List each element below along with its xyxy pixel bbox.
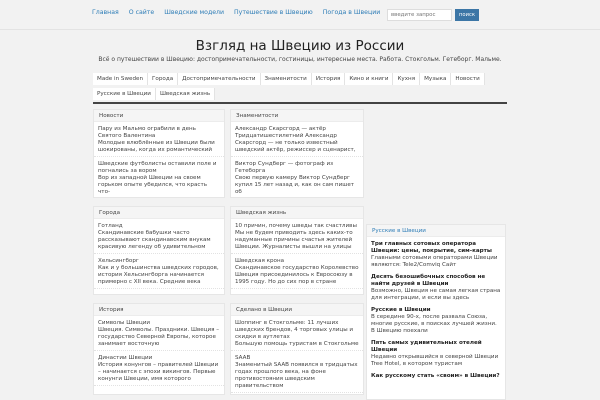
item-title[interactable]: Виктор Сундберг — фотограф из Гетеборга [235,161,334,174]
item-title[interactable]: 10 причин, почему шведы так счастливы [235,223,357,229]
sidebar-item[interactable] [367,237,505,270]
item-excerpt: Свою первую камеру Виктор Сундберг купил 15 лет назад и, как он сам пишет об [235,175,355,195]
site-title[interactable]: Взгляд на Швецию из России [195,38,405,54]
cat-swedish-life[interactable]: Шведская жизнь [156,88,215,100]
list-item[interactable] [94,254,224,289]
sidebar-item[interactable] [367,336,505,369]
list-item[interactable] [231,219,363,254]
cat-cities[interactable]: Города [148,73,178,85]
list-item[interactable] [231,316,363,351]
item-excerpt: История конунгов – правителей Швеции – начинается с эпохи викингов. Первые конунги Швеции, имя которого [98,362,219,382]
item-excerpt: Возможно, Швеция не самая легкая страна для интеграции, и если вы здесь [371,288,501,301]
panel-cities [93,206,225,295]
list-item[interactable] [94,316,224,351]
category-nav [93,73,507,104]
top-nav-about[interactable]: О сайте [128,9,155,16]
item-title[interactable]: Как русскому стать «своим» в Швеции? [371,373,500,379]
search-button[interactable]: поиск [455,9,479,21]
list-item[interactable] [94,157,224,198]
item-excerpt: Молодые влюблённые из Швеции были шокированы, когда их романтический [98,140,215,153]
panel-history [93,303,225,395]
top-nav [92,6,390,20]
panel-title[interactable]: Сделано в Швеции [231,304,363,316]
top-nav-models[interactable]: Шведские модели [164,9,224,16]
sidebar-item[interactable] [367,270,505,303]
item-excerpt: Мы не будем приводить здесь каких-то надуманные причины счастья жителей Швеции. Журналисты вышли на улицы [235,230,353,250]
sidebar-russians [366,224,506,400]
item-title[interactable]: Династии Швеции [98,355,153,361]
panel-title[interactable]: Знаменитости [231,110,363,122]
cat-sights[interactable]: Достопримечательности [178,73,260,85]
sidebar-item[interactable] [367,369,505,381]
panel-news [93,109,225,198]
item-title[interactable]: Хельсингборг [98,258,139,264]
item-excerpt: Как и у большинства шведских городов, история Хельсингборга начинается примерно с XII века. Средние века [98,265,219,285]
item-excerpt: Недавно открывшийся в северной Швеции Tree Hotel, в котором туристам [371,354,499,367]
item-title[interactable]: Пять самых удивительных отелей Швеции [371,340,482,353]
top-bar [0,0,600,30]
item-excerpt: В середине 90-х, после развала Союза, многие русские, в поисках лучшей жизни. В Швецию поехали [371,314,497,334]
list-item[interactable] [94,122,224,157]
list-item[interactable] [94,219,224,254]
panel-title[interactable]: История [94,304,224,316]
site-tagline: Всё о путешествии в Швецию: достопримечательности, гостиницы, интересные места. Работа. Стокгольм. Гетеборг. Мальме. [98,56,502,63]
list-item[interactable] [231,351,363,393]
cat-made-in-sweden[interactable]: Made in Sweden [93,73,148,85]
item-title[interactable]: Готланд [98,223,123,229]
item-title[interactable]: Шведская крона [235,258,285,264]
list-item[interactable] [231,122,363,157]
item-title[interactable]: Русские в Швеции [371,307,431,313]
top-nav-home[interactable]: Главная [92,9,119,16]
top-nav-travel[interactable]: Путешествие в Швецию [234,9,313,16]
item-title[interactable]: Три главных сотовых оператора Швеции: цены, покрытие, сим-карты [371,241,492,254]
item-title[interactable]: Шведские футболисты оставили поле и погнались за вором [98,161,217,174]
panel-celebs [230,109,364,198]
item-excerpt: Скарсгорд — не только известный шведский актёр, режиссер и сценарист, [235,140,356,153]
sidebar-title[interactable]: Русские в Швеции [372,228,426,234]
sidebar-item[interactable] [367,303,505,336]
panel-made-in-sweden [230,303,364,395]
cat-celebs[interactable]: Знаменитости [261,73,312,85]
item-title[interactable]: Александр Скарсгорд — актёр Тридцатишестилетний Александр [235,126,337,139]
cat-cuisine[interactable]: Кухня [393,73,420,85]
search-input[interactable] [387,9,452,21]
item-excerpt: Вор из западной Швеции на своем горьком опыте убедился, что красть что- [98,175,208,195]
item-title[interactable]: SAAB [235,355,251,361]
top-nav-weather[interactable]: Погода в Швеции [322,9,381,16]
item-title[interactable]: Символы Швеции [98,320,151,326]
item-excerpt: Скандинавские бабушки часто рассказывают скандинавским внукам красивую легенду об удивительном [98,230,211,250]
search-form [387,9,479,21]
item-title[interactable]: Шоппинг в Стокгольме: 11 лучших шведских брендов, 4 торговых улицы и скидки в аутлетах [235,320,354,340]
item-excerpt: Швеция. Символы. Праздники. Швеция – государство Северной Европы, которое занимает восточную [98,327,220,347]
cat-russians[interactable]: Русские в Швеции [93,88,156,100]
list-item[interactable] [231,254,363,289]
panel-title[interactable]: Шведская жизнь [231,207,363,219]
item-title[interactable]: Десять безошибочных способов не найти друзей в Швеции [371,274,486,287]
panel-swedish-life [230,206,364,295]
panel-title[interactable]: Новости [94,110,224,122]
cat-music[interactable]: Музыка [420,73,451,85]
item-excerpt: Главными сотовыми операторами Швеции являются: Tele2/Comviq Сайт [371,255,498,268]
list-item[interactable] [94,351,224,386]
panel-title[interactable]: Города [94,207,224,219]
list-item[interactable] [231,157,363,198]
item-excerpt: Скандинавское государство Королевство Швеция присоединилось к Евросоюзу в 1995 году. Но до сих пор в стране [235,265,359,285]
cat-history[interactable]: История [312,73,346,85]
item-excerpt: Большую помощь туристам в Стокгольме [235,341,359,347]
cat-cinema-books[interactable]: Кино и книги [345,73,393,85]
item-title[interactable]: Пару из Мальмо ограбили в день Святого Валентина [98,126,196,139]
item-excerpt: Знаменитый SAAB появился в тридцатых годах прошлого века, на фоне противостояния шведским правительством [235,362,358,389]
cat-news[interactable]: Новости [451,73,484,85]
